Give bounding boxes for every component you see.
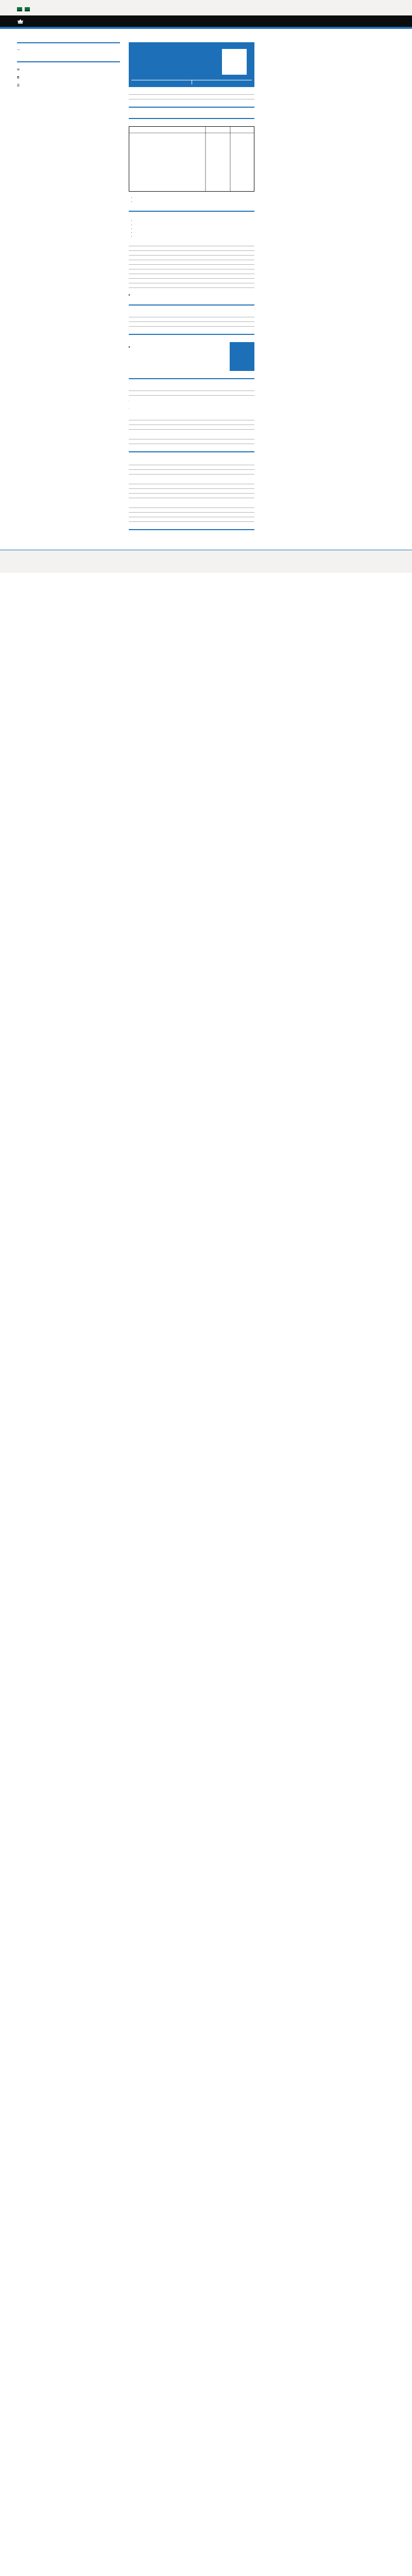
table-row — [129, 439, 254, 444]
table-row — [129, 508, 254, 513]
potential-rating-badge — [230, 342, 254, 371]
sidebar — [17, 42, 120, 537]
list-item — [136, 196, 254, 200]
table-row — [129, 489, 254, 494]
crown-icon — [17, 18, 24, 25]
table-row — [129, 279, 254, 283]
savings-section: . . — [129, 378, 254, 444]
table-row — [129, 461, 254, 465]
energy-rating-chart — [129, 126, 254, 192]
chevron-right-icon: ▸ — [129, 293, 130, 297]
summary-box — [129, 42, 254, 87]
list-item — [136, 234, 254, 239]
table-row — [129, 322, 254, 327]
rules-section — [129, 107, 254, 111]
certificate-contents — [17, 42, 120, 46]
other-certificates-section — [129, 529, 254, 533]
table-row — [129, 256, 254, 260]
valid-until — [131, 80, 192, 84]
feature-table — [129, 242, 254, 288]
table-row — [129, 283, 254, 288]
list-item — [136, 219, 254, 223]
rating-section — [129, 118, 254, 204]
improve-section — [129, 334, 254, 371]
site-header — [0, 15, 412, 29]
table-row — [129, 470, 254, 474]
list-item — [136, 223, 254, 227]
property-details — [129, 90, 254, 99]
table-row — [129, 513, 254, 517]
govuk-logo[interactable] — [17, 18, 118, 25]
chart-svg — [129, 127, 254, 191]
table-row — [129, 517, 254, 522]
table-row — [129, 420, 254, 425]
reject-cookies-button[interactable] — [25, 7, 30, 10]
table-row — [129, 265, 254, 269]
breakdown-section — [129, 211, 254, 297]
table-row — [129, 246, 254, 251]
accept-cookies-button[interactable] — [17, 7, 22, 10]
table-row — [129, 425, 254, 430]
table-row — [129, 386, 254, 391]
property-address — [131, 45, 214, 75]
table-row — [129, 251, 254, 256]
list-item — [136, 200, 254, 204]
print-icon: ⎙ — [17, 83, 20, 87]
email-icon: ✉ — [17, 69, 20, 72]
energy-rating-badge — [222, 49, 247, 75]
table-row — [129, 503, 254, 508]
chevron-right-icon: ▸ — [129, 346, 130, 349]
table-row — [129, 494, 254, 498]
share-section — [17, 61, 120, 88]
list-item — [136, 227, 254, 231]
table-row — [129, 391, 254, 396]
certificate-number — [192, 80, 252, 84]
copy-icon: ⧉ — [17, 76, 20, 79]
list-item — [136, 231, 254, 235]
table-row — [129, 260, 254, 265]
table-row — [129, 465, 254, 470]
table-row — [129, 313, 254, 317]
table-row — [129, 480, 254, 484]
main-content — [129, 42, 395, 537]
table-row — [129, 317, 254, 322]
contact-section — [129, 451, 254, 522]
cookie-banner — [0, 0, 412, 15]
environment-section — [129, 304, 254, 327]
footer — [0, 550, 412, 573]
table-row — [129, 484, 254, 489]
table-row — [129, 274, 254, 279]
table-row — [129, 269, 254, 274]
